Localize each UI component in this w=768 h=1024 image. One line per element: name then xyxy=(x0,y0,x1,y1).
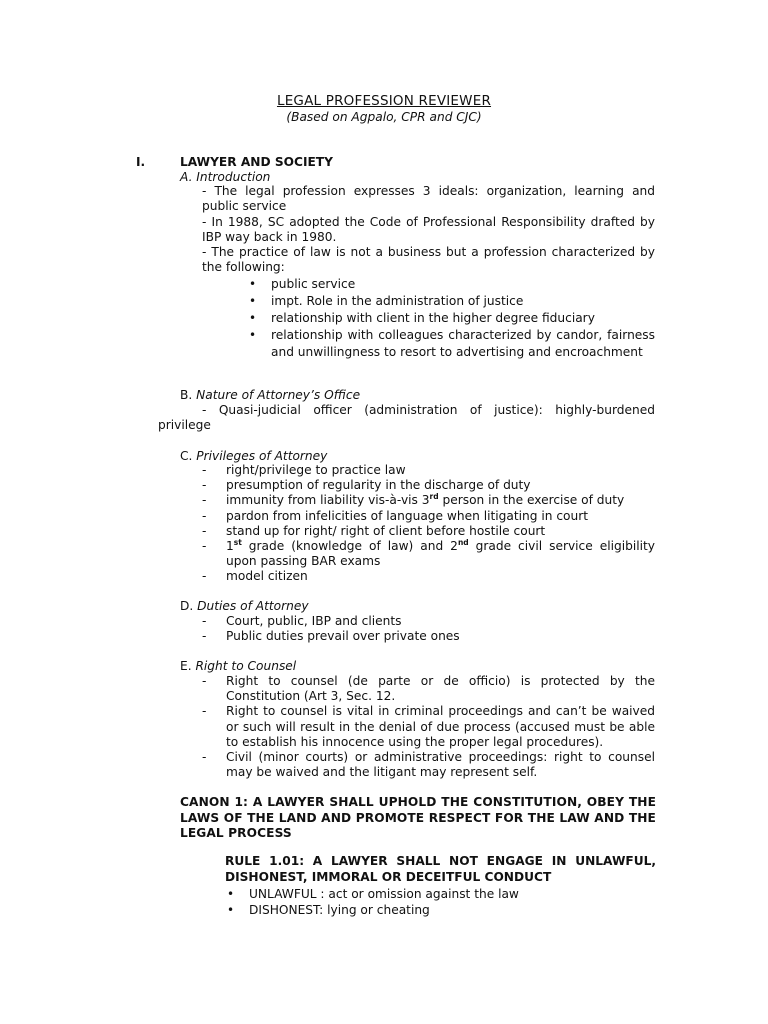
list-item-text: relationship with colleagues characterized by candor, fairness and unwillingness to resort to advertising and encroachment xyxy=(271,328,655,359)
list-item xyxy=(227,886,655,902)
duties-heading-line xyxy=(180,599,309,614)
intro-paragraph-3: - The practice of law is not a business but a profession characterized by the following: xyxy=(202,245,655,275)
superscript: nd xyxy=(457,537,469,547)
dash-icon: - xyxy=(202,614,207,628)
list-item xyxy=(202,614,655,629)
bullet-icon: • xyxy=(249,294,257,308)
document-title: LEGAL PROFESSION REVIEWER xyxy=(276,93,492,109)
document-subtitle: (Based on Agpalo, CPR and CJC) xyxy=(286,110,482,124)
list-item xyxy=(202,750,655,780)
list-item xyxy=(202,629,655,644)
list-item xyxy=(249,276,655,292)
list-item xyxy=(202,492,655,508)
dash-icon: - xyxy=(202,750,207,765)
intro-paragraph-2: - In 1988, SC adopted the Code of Professional Responsibility drafted by IBP way back in 1980. xyxy=(202,215,655,245)
dash-icon: - xyxy=(202,569,207,584)
list-item-text: DISHONEST: lying or cheating xyxy=(249,903,430,917)
list-item-text: Right to counsel is vital in criminal proceedings and can’t be waived or such will result in the denial of due process (accused must be able to establish his innocence using the proper legal procedures). xyxy=(226,704,655,749)
intro-paragraph-1: - The legal profession expresses 3 ideals: organization, learning and public service xyxy=(202,184,655,214)
duties-prefix: D. xyxy=(180,599,198,613)
list-item-text: 1 xyxy=(226,539,234,554)
privileges-prefix: C. xyxy=(180,449,197,463)
list-item-text: Right to counsel (de parte or de officio) is protected by the Constitution (Art 3, Sec. 12. xyxy=(226,674,655,704)
rule-1-01-heading: RULE 1.01: A LAWYER SHALL NOT ENGAGE IN UNLAWFUL, DISHONEST, IMMORAL OR DECEITFUL CONDUCT xyxy=(225,854,656,884)
list-item xyxy=(227,902,655,918)
privileges-heading-line xyxy=(180,449,327,464)
bullet-icon: • xyxy=(249,277,257,291)
nature-heading: Nature of Attorney’s Office xyxy=(196,388,361,402)
list-item xyxy=(202,478,655,493)
dash-icon: - xyxy=(202,508,207,523)
dash-icon: - xyxy=(202,523,207,538)
dash-icon: - xyxy=(202,493,207,508)
section-heading: LAWYER AND SOCIETY xyxy=(180,155,333,169)
list-item xyxy=(202,674,655,704)
list-item-text: right/privilege to practice law xyxy=(226,463,406,477)
rule-1-01-bullet-list xyxy=(227,886,655,918)
duties-list xyxy=(202,614,655,644)
counsel-prefix: E. xyxy=(180,659,196,673)
list-item-text: pardon from infelicities of language when litigating in court xyxy=(226,508,588,523)
intro-heading: A. Introduction xyxy=(180,170,271,184)
list-item-text: impt. Role in the administration of justice xyxy=(271,294,524,308)
nature-heading-line xyxy=(180,388,360,403)
list-item xyxy=(202,704,655,750)
list-item-text: immunity from liability vis-à-vis 3 xyxy=(226,493,430,508)
section-number: I. xyxy=(136,155,146,169)
canon-1-heading: CANON 1: A LAWYER SHALL UPHOLD THE CONSTITUTION, OBEY THE LAWS OF THE LAND AND PROMOTE RESPECT FOR THE LAW AND THE LEGAL PROCESS xyxy=(180,795,656,840)
list-item-text: person in the exercise of duty xyxy=(438,493,625,508)
privileges-heading: Privileges of Attorney xyxy=(196,449,328,463)
list-item xyxy=(202,463,655,478)
list-item-text: UNLAWFUL : act or omission against the law xyxy=(249,887,519,901)
intro-bullet-list xyxy=(249,276,655,360)
counsel-list xyxy=(202,674,655,780)
dash-icon: - xyxy=(202,463,207,477)
counsel-heading: Right to Counsel xyxy=(195,659,297,673)
dash-icon: - xyxy=(202,629,207,644)
list-item-text: Court, public, IBP and clients xyxy=(226,614,402,628)
list-item-text: public service xyxy=(271,277,356,291)
superscript: st xyxy=(233,537,242,547)
nature-prefix: B. xyxy=(180,388,197,402)
nature-text: - Quasi-judicial officer (administration of justice): highly-burdened xyxy=(202,403,655,417)
bullet-icon: • xyxy=(249,328,257,342)
bullet-icon: • xyxy=(249,311,257,325)
list-item xyxy=(249,327,655,360)
list-item-text: Civil (minor courts) or administrative proceedings: right to counsel may be waived and the litigant may represent self. xyxy=(226,750,655,780)
list-item-text: grade civil service eligibility upon passing BAR exams xyxy=(226,539,655,569)
list-item-text: relationship with client in the higher degree fiduciary xyxy=(271,311,595,325)
superscript: rd xyxy=(429,492,439,502)
duties-heading: Duties of Attorney xyxy=(197,599,309,613)
list-item xyxy=(249,310,655,326)
list-item xyxy=(249,293,655,309)
list-item-text: grade (knowledge of law) and 2 xyxy=(241,539,458,554)
dash-icon: - xyxy=(202,704,207,719)
dash-icon: - xyxy=(202,674,207,688)
counsel-heading-line xyxy=(180,659,296,674)
list-item xyxy=(202,508,655,524)
nature-text-continued: privilege xyxy=(158,418,211,432)
list-item xyxy=(202,569,655,584)
list-item-text: Public duties prevail over private ones xyxy=(226,629,460,644)
list-item-text: presumption of regularity in the discharge of duty xyxy=(226,478,531,493)
bullet-icon: • xyxy=(227,903,235,917)
list-item xyxy=(202,523,655,539)
dash-icon: - xyxy=(202,478,207,493)
list-item-text: model citizen xyxy=(226,569,308,584)
list-item xyxy=(202,537,655,569)
privileges-list xyxy=(202,463,655,585)
dash-icon: - xyxy=(202,539,207,554)
list-item-text: stand up for right/ right of client before hostile court xyxy=(226,523,546,538)
bullet-icon: • xyxy=(227,887,235,901)
